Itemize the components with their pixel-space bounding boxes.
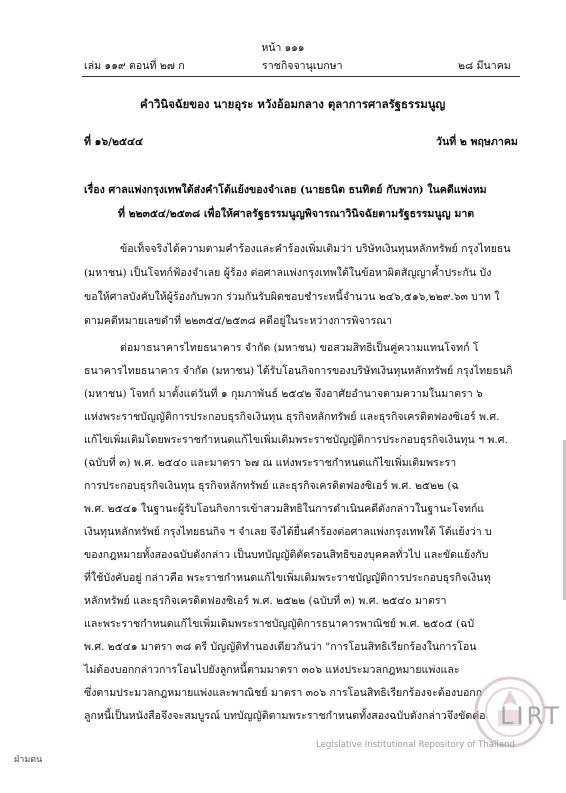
watermark-logo-text: LIRT — [500, 702, 563, 730]
body-line: (มหาชน) เป็นโจทก์ฟ้องจำเลย ผู้ร้อง ต่อศาลแพ่งกรุงเทพใต้ในข้อหาผิดสัญญาค้ำประกัน บัง — [84, 267, 492, 279]
body-line: แห่งพระราชบัญญัติการประกอบธุรกิจเงินทุน ธุรกิจหลักทรัพย์ และธุรกิจเครดิตฟองซิเอร์ พ.ศ. — [84, 411, 500, 423]
body-line: (ฉบับที่ ๓) พ.ศ. ๒๕๔๐ และมาตรา ๖๗ ณ แห่งพระราชกำหนดแก้ไขเพิ่มเติมพระรา — [84, 457, 457, 469]
body-line: ไม่ต้องบอกกล่าวการโอนไปยังลูกหนี้ตามมาตรา ๓๐๖ แห่งประมวลกฎหมายแพ่งและ — [84, 664, 460, 676]
gazette-date: ๒๘ มีนาคม — [458, 60, 511, 72]
body-line: พ.ศ. ๒๕๔๑ ในฐานะผู้รับโอนกิจการเข้าสวมสิทธิในการดำเนินคดีดังกล่าวในฐานะโจทก์แ — [84, 503, 485, 515]
body-line: หลักทรัพย์ และธุรกิจเครดิตฟองซิเอร์ พ.ศ. ๒๕๒๒ (ฉบับที่ ๓) พ.ศ. ๒๕๔๐ มาตรา — [84, 595, 447, 607]
body-line: ของกฎหมายทั้งสองฉบับดังกล่าว เป็นบทบัญญัติตัดรอนสิทธิของบุคคลทั่วไป และขัดแย้งกับ — [84, 549, 489, 561]
body-line: ธนาคารไทยธนาคาร จำกัด (มหาชน) ได้รับโอนกิจการของบริษัทเงินทุนหลักทรัพย์ กรุงไทยธนกิ — [84, 365, 513, 377]
body-line: แก้ไขเพิ่มเติมโดยพระราชกำหนดแก้ไขเพิ่มเติมพระราชบัญญัติการประกอบธุรกิจเงินทุน ฯ พ.ศ. — [84, 434, 508, 446]
body-line: เงินทุนหลักทรัพย์ กรุงไทยธนกิจ ฯ จำเลย จึงได้ยื่นคำร้องต่อศาลแพ่งกรุงเทพใต้ โต้แย้งว่า บ — [84, 526, 492, 538]
gazette-name: ราชกิจจานุเบกษา — [262, 60, 343, 72]
body-line: ตามคดีหมายเลขดำที่ ๒๒๓๕๔/๒๕๓๘ คดีอยู่ในระหว่างการพิจารณา — [84, 315, 393, 327]
subject-line-1: เรื่อง ศาลแพ่งกรุงเทพใต้ส่งคำโต้แย้งของจำเลย (นายธนิต ธนทิตย์ กับพวก) ในคดีแพ่งหม — [84, 184, 487, 196]
body-line: (มหาชน) โจทก์ มาตั้งแต่วันที่ ๑ กุมภาพันธ์ ๒๕๔๒ จึงอาศัยอำนาจตามความในมาตรา ๖ — [84, 388, 483, 400]
body-line: ลูกหนี้เป็นหนังสือจึงจะสมบูรณ์ บทบัญญัติตามพระราชกำหนดทั้งสองฉบับดังกล่าวจึงขัดต่อ — [84, 710, 486, 722]
body-line: ซึ่งตามประมวลกฎหมายแพ่งและพาณิชย์ มาตรา ๓๐๖ การโอนสิทธิเรียกร้องจะต้องบอกก — [84, 687, 483, 699]
body-line: ขอให้ศาลบังคับให้ผู้ร้องกับพวก ร่วมกันรับผิดชอบชำระหนี้จำนวน ๒๔๖,๕๑๖,๒๒๙.๖๓ บาท ใ — [84, 291, 500, 303]
body-line: ต่อมาธนาคารไทยธนาคาร จำกัด (มหาชน) ขอสวมสิทธิเป็นคู่ความแทนโจทก์ โ — [120, 342, 479, 354]
body-line: และพระราชกำหนดแก้ไขเพิ่มเติมพระราชบัญญัติการธนาคารพาณิชย์ พ.ศ. ๒๕๐๕ (ฉบั — [84, 618, 475, 630]
ruling-number: ที่ ๑๖/๒๕๔๔ — [84, 136, 144, 148]
body-line: การประกอบธุรกิจเงินทุน ธุรกิจหลักทรัพย์ และธุรกิจเครดิตฟองซิเอร์ พ.ศ. ๒๕๒๒ (ฉ — [84, 480, 459, 492]
ruling-date: วันที่ ๒ พฤษภาคม — [436, 136, 518, 148]
body-line: ข้อเท็จจริงได้ความตามคำร้องและคำร้องเพิ่มเติมว่า บริษัทเงินทุนหลักทรัพย์ กรุงไทยธน — [120, 243, 511, 255]
header-rule — [82, 76, 520, 77]
subject-line-2: ที่ ๒๒๓๕๔/๒๕๓๘ เพื่อให้ศาลรัฐธรรมนูญพิจารณาวินิจฉัยตามรัฐธรรมนูญ มาต — [118, 208, 475, 220]
body-line: ที่ใช้บังคับอยู่ กล่าวคือ พระราชกำหนดแก้ไขเพิ่มเติมพระราชบัญญัติการประกอบธุรกิจเงินทุ — [84, 572, 491, 584]
ruling-title: คำวินิจฉัยของ นายอุระ หวังอ้อมกลาง ตุลาการศาลรัฐธรรมนูญ — [140, 97, 446, 111]
watermark-caption: Legislative Institutional Repository of Thailand — [316, 740, 515, 750]
body-line: พ.ศ. ๒๕๔๑ มาตรา ๓๘ ตรี บัญญัติทำนองเดียวกันว่า "การโอนสิทธิเรียกร้องในการโอน — [84, 641, 477, 653]
volume-issue: เล่ม ๑๑๙ ตอนที่ ๒๗ ก — [84, 60, 185, 72]
side-note: ฝ่ามตน — [14, 755, 43, 765]
page-number: หน้า ๑๑๑ — [261, 42, 305, 54]
